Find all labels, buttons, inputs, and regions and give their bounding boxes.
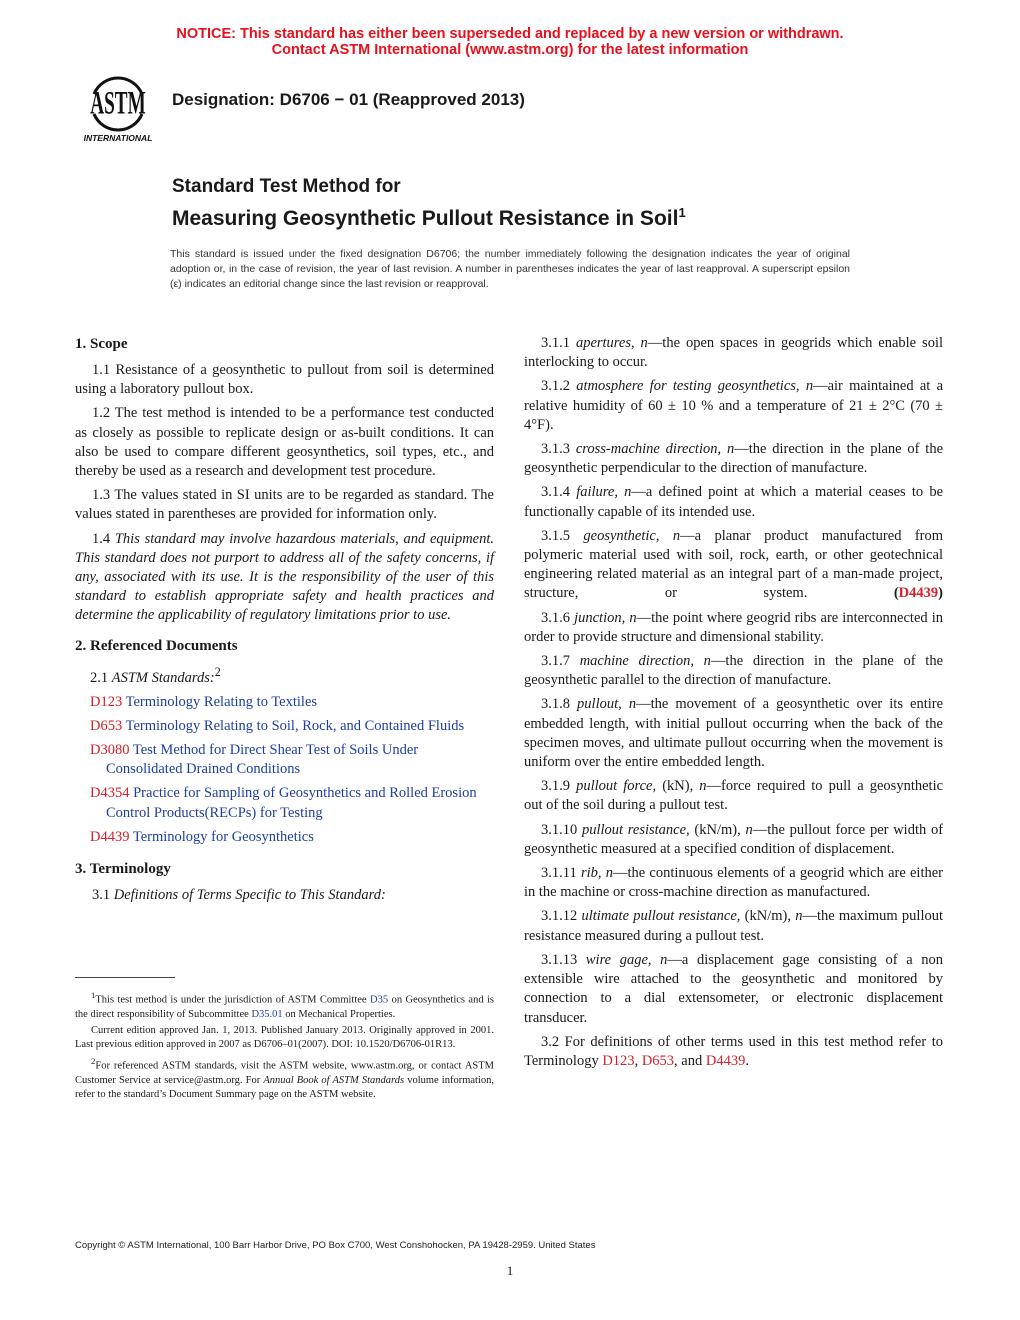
footnote-1-edition: Current edition approved Jan. 1, 2013. Published January 2013. Originally approved in 2001. Last previous edition approved in 2007 as D6706–01(2007). DOI: 10.1520/D6706-01R13. [75, 1024, 494, 1051]
ref-title-link[interactable]: Terminology for Geosynthetics [132, 828, 314, 845]
definition-item: 3.1.13 wire gage, n—a displacement gage consisting of a non extensible wire attached to the geosynthetic and monitored by connection to a dial extensometer, or electronic displacement transducer. [524, 951, 943, 1026]
ref-link-d653[interactable]: D653 [641, 1052, 675, 1069]
footnote-2: $^2$For referenced ASTM standards, visit the ASTM website, www.astm.org, or contact ASTM Customer Service at service@astm.org. For Annual Book of ASTM Standards volume information, refer to the standard’s Document Summary page on the ASTM website. [75, 1056, 494, 1101]
title-line-2 [172, 199, 686, 233]
definition-item: 3.1.9 pullout force, (kN), n—force required to pull a geosynthetic out of the soil during a pullout test. [524, 778, 944, 814]
footnote-rule [75, 977, 175, 978]
logo-subtext: INTERNATIONAL [83, 133, 153, 143]
referenced-item[interactable] [75, 828, 494, 847]
section-heading-scope: 1. Scope [75, 336, 128, 352]
referenced-item[interactable] [75, 784, 494, 822]
issuance-statement: This standard is issued under the fixed designation D6706; the number immediately following the designation indicates the year of original adoption or, in the case of revision, the year of last revision. A number in parentheses indicates the year of last reapproval. A superscript epsilon (ε) indicates an editorial change since the last revision or reapproval. [170, 248, 850, 290]
definition-item: 3.1.10 pullout resistance, (kN/m), n—the pullout force per width of geosynthetic measured at a specified condition of displacement. [524, 821, 944, 857]
scope-paragraph: 1.3 The values stated in SI units are to be regarded as standard. The values stated in parentheses are provided for information only. [75, 487, 494, 523]
ref-title-link[interactable]: Test Method for Direct Shear Test of Soils Under Consolidated Drained Conditions [106, 742, 419, 778]
ref-code-link[interactable]: D653 [90, 717, 123, 734]
title-line-1: Standard Test Method for [172, 176, 401, 197]
page-number: 1 [506, 1263, 514, 1278]
referenced-intro: 2.1 ASTM Standards:$^2$ [90, 664, 221, 686]
notice-line-1: NOTICE: This standard has either been superseded and replaced by a new version or withdrawn. [176, 26, 844, 42]
astm-logo [72, 72, 164, 144]
left-column [75, 334, 494, 910]
definition-item: 3.1.4 failure, n—a defined point at which a material ceases to be functionally capable of its intended use. [524, 484, 944, 520]
committee-link[interactable]: D35 [370, 994, 389, 1006]
definition-item: 3.1.6 junction, n—the point where geogrid ribs are interconnected in order to provide structure and dimensional stability. [524, 609, 944, 645]
ref-code-link[interactable]: D4354 [90, 785, 130, 802]
title-main: Measuring Geosynthetic Pullout Resistance in Soil [172, 207, 679, 230]
ref-link-d4439[interactable]: D4439 [705, 1052, 746, 1069]
ref-code-link[interactable]: D3080 [90, 742, 130, 759]
section-heading-referenced: 2. Referenced Documents [75, 637, 238, 654]
definition-item: 3.1.5 geosynthetic, n—a planar product manufactured from polymeric material used with soil, rock, earth, or other geotechnical engineering related material as an integral part of a man-made project, structure, or system. (D4439) [524, 527, 944, 602]
subcommittee-link[interactable]: D35.01 [251, 1008, 283, 1020]
title-footnote-mark: 1 [678, 205, 686, 220]
definitions-reference: 3.2 For definitions of other terms used in this test method refer to Terminology D123, D653, and D4439. [524, 1033, 943, 1069]
ref-title-link[interactable]: Terminology Relating to Soil, Rock, and Contained Fluids [125, 717, 465, 734]
notice-line-2: Contact ASTM International (www.astm.org) for the latest information [271, 42, 749, 58]
footnotes [75, 988, 494, 1104]
scope-paragraph [75, 530, 494, 626]
designation: Designation: D6706 − 01 (Reapproved 2013) [172, 90, 525, 109]
scope-paragraph: 1.1 Resistance of a geosynthetic to pullout from soil is determined using a laboratory pullout box. [75, 362, 494, 398]
withdrawal-notice [0, 26, 1020, 58]
right-column [524, 334, 943, 1076]
definition-item: 3.1.1 apertures, n—the open spaces in geogrids which enable soil interlocking to occur. [524, 335, 944, 371]
source-link[interactable]: D4439 [898, 585, 939, 602]
ref-link-d123[interactable]: D123 [602, 1052, 635, 1069]
ref-title-link[interactable]: Terminology Relating to Textiles [125, 693, 318, 710]
scope-paragraph: 1.2 The test method is intended to be a performance test conducted as closely as possible to replicate design or as-built conditions. It can also be used to compare different geosynthetics, soil types, etc., and thereby be used as a research and development test procedure. [75, 405, 494, 480]
definition-item: 3.1.12 ultimate pullout resistance, (kN/m), n—the maximum pullout resistance measured during a pullout test. [524, 908, 944, 944]
definition-item: 3.1.7 machine direction, n—the direction in the plane of the geosynthetic parallel to the direction of manufacture. [524, 653, 944, 689]
ref-title-link[interactable]: Practice for Sampling of Geosynthetics and Rolled Erosion Control Products(RECPs) for Testing [106, 785, 477, 821]
referenced-item[interactable] [75, 693, 494, 712]
copyright: Copyright © ASTM International, 100 Barr Harbor Drive, PO Box C700, West Conshohocken, PA 19428-2959. United States [75, 1240, 596, 1251]
referenced-item[interactable] [75, 741, 494, 779]
para-number: 1.4 [92, 530, 111, 547]
definition-item: 3.1.3 cross-machine direction, n—the direction in the plane of the geosynthetic perpendicular to the direction of manufacture. [524, 441, 944, 477]
definition-item: 3.1.2 atmosphere for testing geosynthetics, n—air maintained at a relative humidity of 60 ± 10 % and a temperature of 21 ± 2°C (70 ± 4°F). [524, 378, 944, 433]
referenced-item[interactable] [75, 717, 494, 736]
definition-item: 3.1.11 rib, n—the continuous elements of a geogrid which are either in the machine or cross-machine direction as manufactured. [524, 865, 944, 901]
logo-letters: ASTM [90, 84, 146, 121]
terminology-intro: 3.1 Definitions of Terms Specific to This Standard: [92, 887, 386, 904]
safety-statement: This standard may involve hazardous materials, and equipment. This standard does not purport to address all of the safety concerns, if any, associated with its use. It is the responsibility of the user of this standard to establish appropriate safety and health practices and determine the applicability of regulatory limitations prior to use. [75, 530, 495, 624]
footnote-1: $^1$This test method is under the jurisdiction of ASTM Committee D35 on Geosynthetics and is the direct responsibility of Subcommittee D35.01 on Mechanical Properties. [75, 990, 495, 1020]
ref-code-link[interactable]: D4439 [90, 828, 130, 845]
document-title [172, 175, 686, 233]
section-heading-terminology: 3. Terminology [75, 861, 171, 878]
definition-item: 3.1.8 pullout, n—the movement of a geosynthetic over its entire embedded length, with initial pullout occurring when the back of the specimen moves, and ultimate pullout occurring when the movement is uniform over the entire embedded length. [524, 696, 944, 771]
ref-code-link[interactable]: D123 [90, 693, 123, 710]
